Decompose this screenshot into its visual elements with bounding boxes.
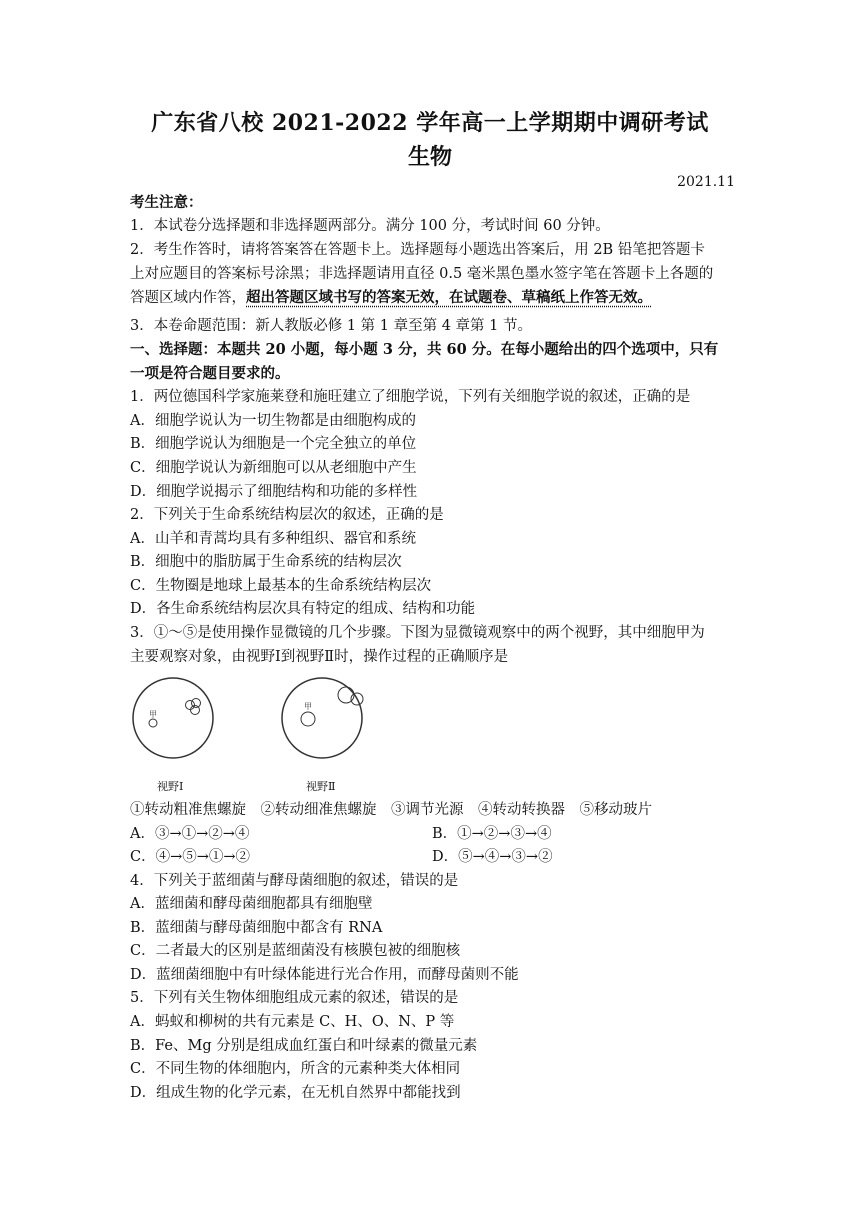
q2-option-b: B．细胞中的脂肪属于生命系统的结构层次 [130,554,402,570]
field-1-cell-jia [149,719,157,727]
q2-option-a: A．山羊和青蒿均具有多种组织、器官和系统 [130,531,416,547]
notice-heading: 考生注意： [130,194,203,211]
exam-date: 2021.11 [677,174,735,190]
exam-subject: 生物 [407,144,452,170]
q4-option-d: D．蓝细菌细胞中有叶绿体能进行光合作用，而酵母菌则不能 [130,967,519,983]
q3-option-b: B．①→②→③→④ [432,826,552,842]
notice-item-3: 3．本卷命题范围：新人教版必修 1 第 1 章至第 4 章第 1 节。 [130,318,532,334]
notice-item-2-line-2: 上对应题目的答案标号涂黑；非选择题请用直径 0.5 毫米黑色墨水签字笔在答题卡上各题的 [130,266,714,282]
section-1-heading-line-1: 一、选择题：本题共 20 小题，每小题 3 分，共 60 分。在每小题给出的四个选项中，只有 [130,341,719,358]
q5-stem: 5．下列有关生物体细胞组成元素的叙述，错误的是 [130,990,459,1006]
field-2-cell-jia [301,712,315,726]
field-1-cell-cluster-1 [186,701,195,710]
q4-option-c: C．二者最大的区别是蓝细菌没有核膜包被的细胞核 [130,943,461,959]
q1-option-a: A．细胞学说认为一切生物都是由细胞构成的 [130,413,416,429]
q1-option-c: C．细胞学说认为新细胞可以从老细胞中产生 [130,460,417,476]
notice-item-2-line-1: 2．考生作答时，请将答案答在答题卡上。选择题每小题选出答案后，用 2B 铅笔把答题卡 [130,242,705,258]
q1-option-d: D．细胞学说揭示了细胞结构和功能的多样性 [130,484,418,500]
notice-item-2-plain: 答题区域内作答， [130,290,246,306]
q3-steps: ①转动粗准焦螺旋 ②转动细准焦螺旋 ③调节光源 ④转动转换器 ⑤移动玻片 [130,802,652,818]
q2-stem: 2．下列关于生命系统结构层次的叙述，正确的是 [130,507,444,523]
field-2-label: 视野Ⅱ [306,780,336,793]
q3-option-d: D．⑤→④→③→② [432,849,553,865]
notice-item-1: 1．本试卷分选择题和非选择题两部分。满分 100 分，考试时间 60 分钟。 [130,218,610,234]
q3-stem-line-1: 3．①～⑤是使用操作显微镜的几个步骤。下图为显微镜观察中的两个视野，其中细胞甲为 [130,625,705,641]
q3-option-c: C．④→⑤→①→② [130,849,251,865]
q4-option-b: B．蓝细菌与酵母菌细胞中都含有 RNA [130,920,383,936]
q4-option-a: A．蓝细菌和酵母菌细胞都具有细胞壁 [130,896,373,912]
microscope-fields-figure [128,672,378,794]
notice-item-2-emphasis: 超出答题区域书写的答案无效，在试题卷、草稿纸上作答无效。 [246,289,652,306]
field-2-cell-label: 甲 [304,702,312,711]
section-1-heading-line-2: 一项是符合题目要求的。 [130,365,290,382]
field-2-circle [282,678,362,758]
notice-item-2-line-3 [130,286,740,310]
q1-option-b: B．细胞学说认为细胞是一个完全独立的单位 [130,436,417,452]
q4-stem: 4．下列关于蓝细菌与酵母菌细胞的叙述，错误的是 [130,873,459,889]
q3-stem-line-2: 主要观察对象，由视野Ⅰ到视野Ⅱ时，操作过程的正确顺序是 [130,649,509,665]
q5-option-b: B．Fe、Mg 分别是组成血红蛋白和叶绿素的微量元素 [130,1038,478,1054]
q5-option-d: D．组成生物的化学元素，在无机自然界中都能找到 [130,1085,461,1101]
q5-option-a: A．蚂蚁和柳树的共有元素是 C、H、O、N、P 等 [130,1014,455,1030]
q2-option-d: D．各生命系统结构层次具有特定的组成、结构和功能 [130,601,476,617]
exam-title: 广东省八校 2021-2022 学年高一上学期期中调研考试 [151,110,709,136]
q2-option-c: C．生物圈是地球上最基本的生命系统结构层次 [130,578,432,594]
field-1-circle [133,678,213,758]
q3-options-row-1 [130,822,740,846]
q3-options-row-2 [130,845,740,869]
q3-option-a: A．③→①→②→④ [130,826,250,842]
field-1-cell-label: 甲 [149,710,157,719]
q1-stem: 1．两位德国科学家施莱登和施旺建立了细胞学说，下列有关细胞学说的叙述，正确的是 [130,389,691,405]
q5-option-c: C．不同生物的体细胞内，所含的元素种类大体相同 [130,1061,461,1077]
field-1-cell-cluster-3 [191,706,200,715]
field-1-label: 视野Ⅰ [157,780,184,793]
